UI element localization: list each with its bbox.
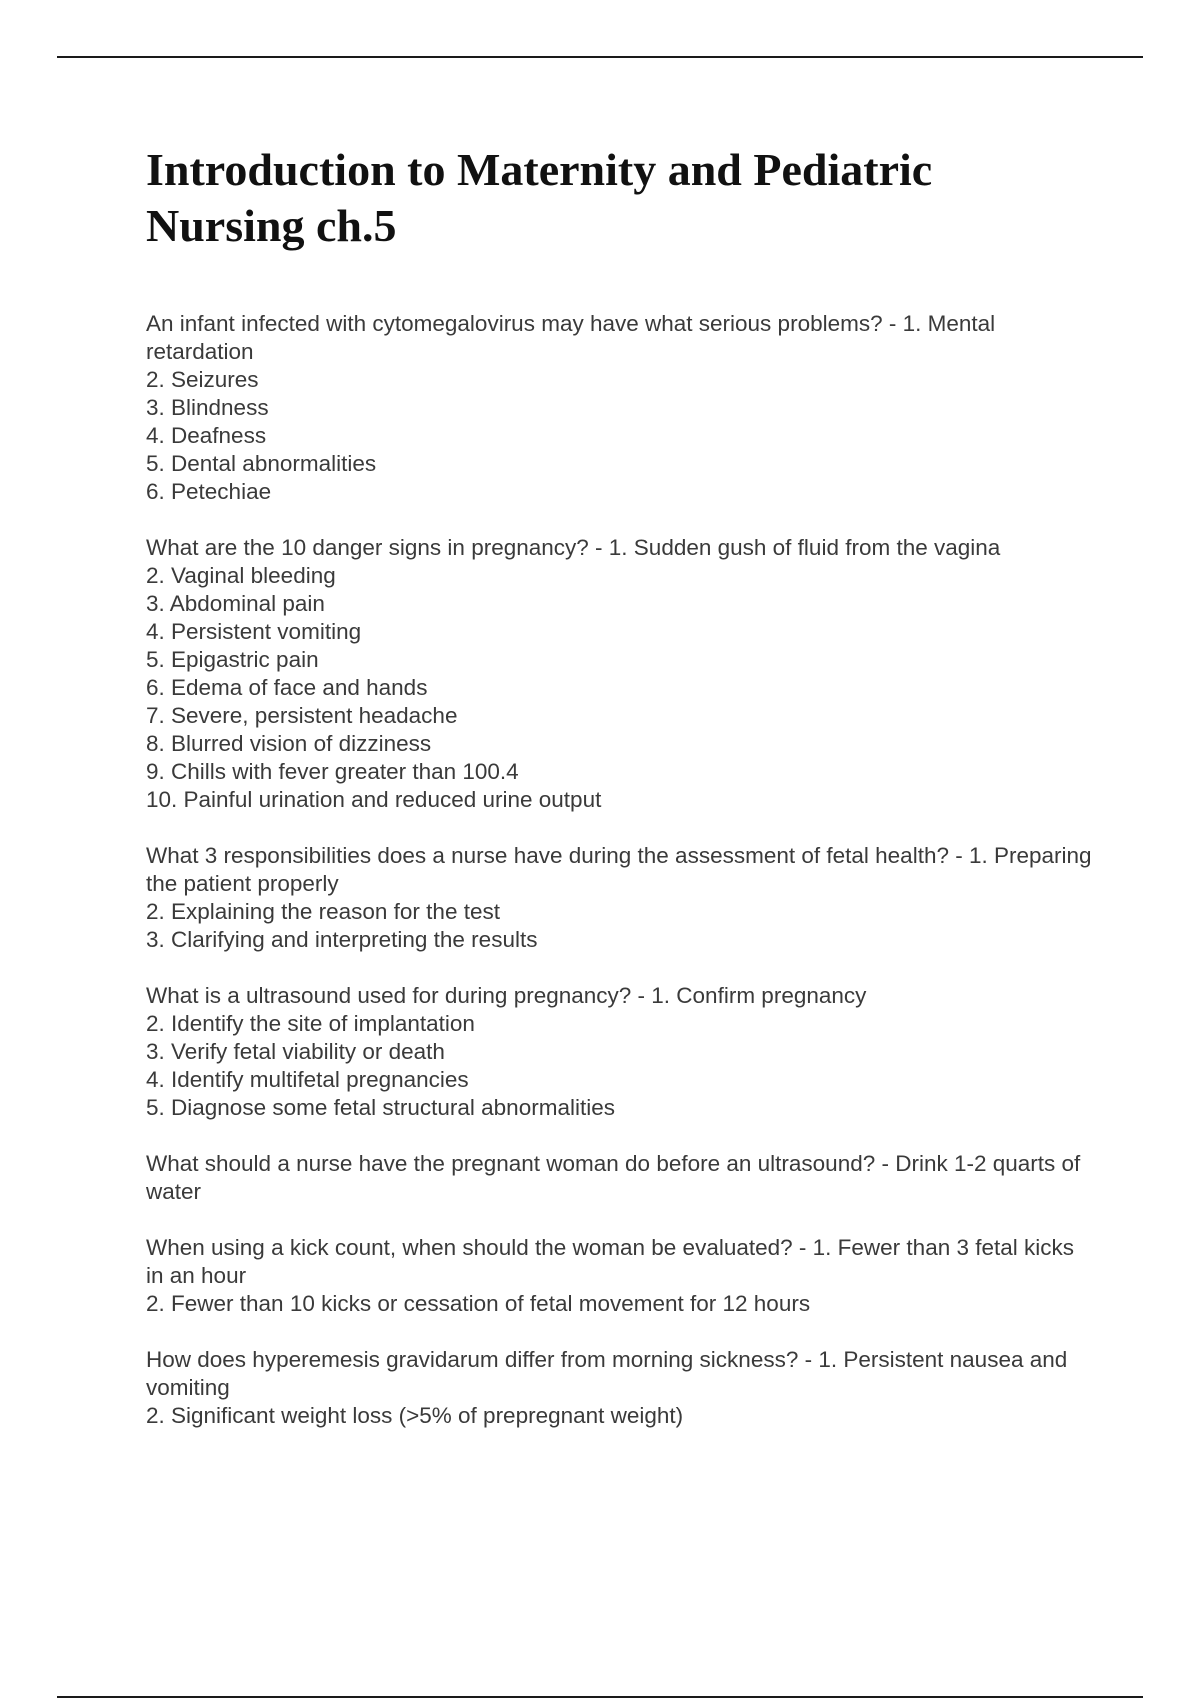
title-line: Introduction to Maternity and Pediatric xyxy=(146,144,933,195)
qa-line: 10. Painful urination and reduced urine output xyxy=(146,787,602,812)
qa-line: 2. Vaginal bleeding xyxy=(146,563,336,588)
qa-item xyxy=(146,1346,1096,1430)
qa-line: How does hyperemesis gravidarum differ from morning sickness? - 1. Persistent nausea and vomiting xyxy=(146,1347,1068,1400)
qa-line: What is a ultrasound used for during pregnancy? - 1. Confirm pregnancy xyxy=(146,983,867,1008)
qa-line: 6. Petechiae xyxy=(146,479,272,504)
qa-list xyxy=(146,310,1096,1458)
qa-item xyxy=(146,1150,1096,1206)
qa-item xyxy=(146,310,1096,506)
qa-item xyxy=(146,534,1096,814)
qa-line: 9. Chills with fever greater than 100.4 xyxy=(146,759,519,784)
page-title xyxy=(146,142,1106,254)
qa-line: 5. Epigastric pain xyxy=(146,647,319,672)
bottom-rule xyxy=(57,1696,1143,1698)
qa-line: What are the 10 danger signs in pregnancy? - 1. Sudden gush of fluid from the vagina xyxy=(146,535,1001,560)
qa-line: 2. Significant weight loss (>5% of prepregnant weight) xyxy=(146,1403,684,1428)
qa-line: 4. Persistent vomiting xyxy=(146,619,362,644)
qa-line: 5. Diagnose some fetal structural abnormalities xyxy=(146,1095,615,1120)
top-rule xyxy=(57,56,1143,58)
qa-line: An infant infected with cytomegalovirus may have what serious problems? - 1. Mental retardation xyxy=(146,311,996,364)
qa-line: 2. Identify the site of implantation xyxy=(146,1011,475,1036)
qa-item xyxy=(146,1234,1096,1318)
qa-line: 3. Blindness xyxy=(146,395,269,420)
qa-line: What 3 responsibilities does a nurse have during the assessment of fetal health? - 1. Preparing the patient properly xyxy=(146,843,1092,896)
qa-line: 2. Fewer than 10 kicks or cessation of fetal movement for 12 hours xyxy=(146,1291,811,1316)
qa-line: 3. Clarifying and interpreting the results xyxy=(146,927,538,952)
qa-item xyxy=(146,842,1096,954)
title-line: Nursing ch.5 xyxy=(146,200,397,251)
qa-line: 3. Abdominal pain xyxy=(146,591,325,616)
qa-line: 3. Verify fetal viability or death xyxy=(146,1039,445,1064)
qa-line: 5. Dental abnormalities xyxy=(146,451,377,476)
qa-line: 4. Deafness xyxy=(146,423,267,448)
qa-line: 2. Explaining the reason for the test xyxy=(146,899,500,924)
qa-line: 7. Severe, persistent headache xyxy=(146,703,458,728)
qa-line: 4. Identify multifetal pregnancies xyxy=(146,1067,469,1092)
qa-line: 2. Seizures xyxy=(146,367,259,392)
qa-line: What should a nurse have the pregnant woman do before an ultrasound? - Drink 1-2 quarts of water xyxy=(146,1151,1081,1204)
qa-item xyxy=(146,982,1096,1122)
qa-line: When using a kick count, when should the woman be evaluated? - 1. Fewer than 3 fetal kicks in an hour xyxy=(146,1235,1075,1288)
qa-line: 8. Blurred vision of dizziness xyxy=(146,731,432,756)
qa-line: 6. Edema of face and hands xyxy=(146,675,428,700)
